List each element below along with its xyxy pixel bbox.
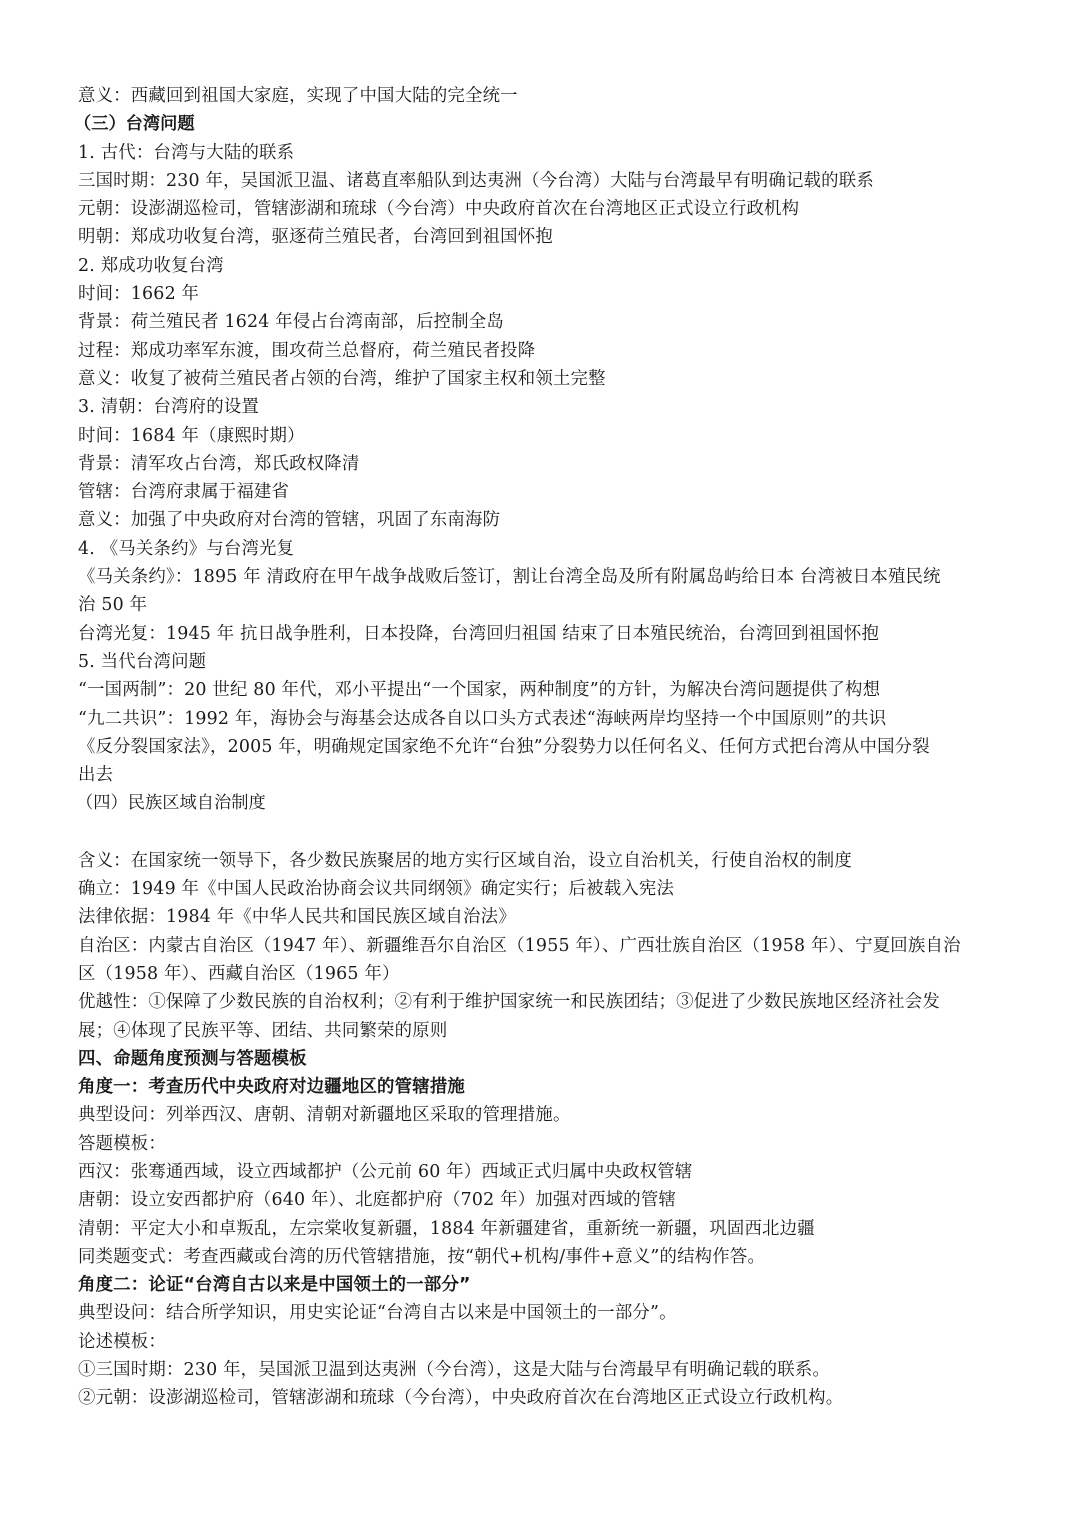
text-line: 含义：在国家统一领导下，各少数民族聚居的地方实行区域自治，设立自治机关，行使自治权的制度 [78,850,852,871]
text-line: 管辖：台湾府隶属于福建省 [78,482,290,503]
text-line: ①三国时期：230 年，吴国派卫温到达夷洲（今台湾），这是大陆与台湾最早有明确记载的联系。 [78,1360,831,1381]
blank-line [78,818,1020,847]
text-line: 背景：清军攻占台湾，郑氏政权降清 [78,453,360,474]
text-line: 《马关条约》：1895 年 清政府在甲午战争战败后签订，割让台湾全岛及所有附属岛屿给日本 台湾被日本殖民统 [78,567,941,588]
text-line: 意义：西藏回到祖国大家庭，实现了中国大陆的完全统一 [78,86,518,106]
text-line: 时间：1684 年（康熙时期） [78,425,305,446]
text-line: 法律依据：1984 年《中华人民共和国民族区域自治法》 [78,907,516,928]
subheading: 5. 当代台湾问题 [78,651,207,672]
text-line: “一国两制”：20 世纪 80 年代，邓小平提出“一个国家，两种制度”的方针，为解决台湾问题提供了构想 [78,680,881,701]
text-line: 时间：1662 年 [78,284,200,305]
section-heading-prediction: 四、命题角度预测与答题模板 [78,1048,307,1069]
text-line: 同类题变式：考查西藏或台湾的历代管辖措施，按“朝代+机构/事件+意义”的结构作答。 [78,1246,766,1267]
text-line: 治 50 年 [78,595,148,616]
angle-one-heading: 角度一：考查历代中央政府对边疆地区的管辖措施 [78,1077,465,1098]
text-line: 论述模板： [78,1331,166,1352]
section-heading-autonomy: （四）民族区域自治制度 [76,793,266,814]
text-line: 确立：1949 年《中国人民政治协商会议共同纲领》确定实行；后被载入宪法 [78,879,675,900]
text-line: 三国时期：230 年，吴国派卫温、诸葛直率船队到达夷洲（今台湾）大陆与台湾最早有明确记载的联系 [78,170,874,191]
text-line: 元朝：设澎湖巡检司，管辖澎湖和琉球（今台湾）中央政府首次在台湾地区正式设立行政机构 [78,199,800,220]
text-line: 背景：荷兰殖民者 1624 年侵占台湾南部，后控制全岛 [78,312,504,333]
text-line: ②元朝：设澎湖巡检司，管辖澎湖和琉球（今台湾），中央政府首次在台湾地区正式设立行政机构。 [78,1388,844,1409]
text-line: 过程：郑成功率军东渡，围攻荷兰总督府，荷兰殖民者投降 [78,340,536,361]
text-line: 唐朝：设立安西都护府（640 年）、北庭都护府（702 年）加强对西域的管辖 [78,1190,677,1211]
text-line: 台湾光复：1945 年 抗日战争胜利，日本投降，台湾回归祖国 结束了日本殖民统治，台湾回到祖国怀抱 [78,623,880,644]
angle-two-heading: 角度二：论证“台湾自古以来是中国领土的一部分” [78,1275,471,1296]
text-line: 答题模板： [78,1133,166,1154]
subheading: 2. 郑成功收复台湾 [78,255,224,276]
text-line: 展；④体现了民族平等、团结、共同繁荣的原则 [78,1020,448,1041]
text-line: 自治区：内蒙古自治区（1947 年）、新疆维吾尔自治区（1955 年）、广西壮族自治区（1958 年）、宁夏回族自治 [78,935,961,956]
text-line: 西汉：张骞通西域，设立西域都护（公元前 60 年）西域正式归属中央政权管辖 [78,1161,693,1182]
text-line: 意义：加强了中央政府对台湾的管辖，巩固了东南海防 [78,510,501,531]
text-line: 意义：收复了被荷兰殖民者占领的台湾，维护了国家主权和领土完整 [78,368,606,389]
section-heading-taiwan: （三）台湾问题 [74,114,195,135]
text-line: 典型设问：结合所学知识，用史实论证“台湾自古以来是中国领土的一部分”。 [78,1303,677,1324]
text-line: 优越性：①保障了少数民族的自治权利；②有利于维护国家统一和民族团结；③促进了少数民族地区经济社会发 [78,992,940,1013]
text-line: 区（1958 年）、西藏自治区（1965 年） [78,963,400,984]
text-line: 典型设问：列举西汉、唐朝、清朝对新疆地区采取的管理措施。 [78,1105,571,1126]
subheading: 3. 清朝：台湾府的设置 [78,397,260,418]
text-line: “九二共识”：1992 年，海协会与海基会达成各自以口头方式表述“海峡两岸均坚持一个中国原则”的共识 [78,708,887,729]
subheading: 1. 古代：台湾与大陆的联系 [78,142,295,163]
text-line: 清朝：平定大小和卓叛乱，左宗棠收复新疆，1884 年新疆建省，重新统一新疆，巩固西北边疆 [78,1218,815,1239]
text-line: 《反分裂国家法》，2005 年，明确规定国家绝不允许“台独”分裂势力以任何名义、任何方式把台湾从中国分裂 [78,736,930,757]
subheading: 4. 《马关条约》与台湾光复 [78,538,295,559]
text-line: 出去 [78,765,114,786]
text-line: 明朝：郑成功收复台湾，驱逐荷兰殖民者，台湾回到祖国怀抱 [78,227,553,248]
